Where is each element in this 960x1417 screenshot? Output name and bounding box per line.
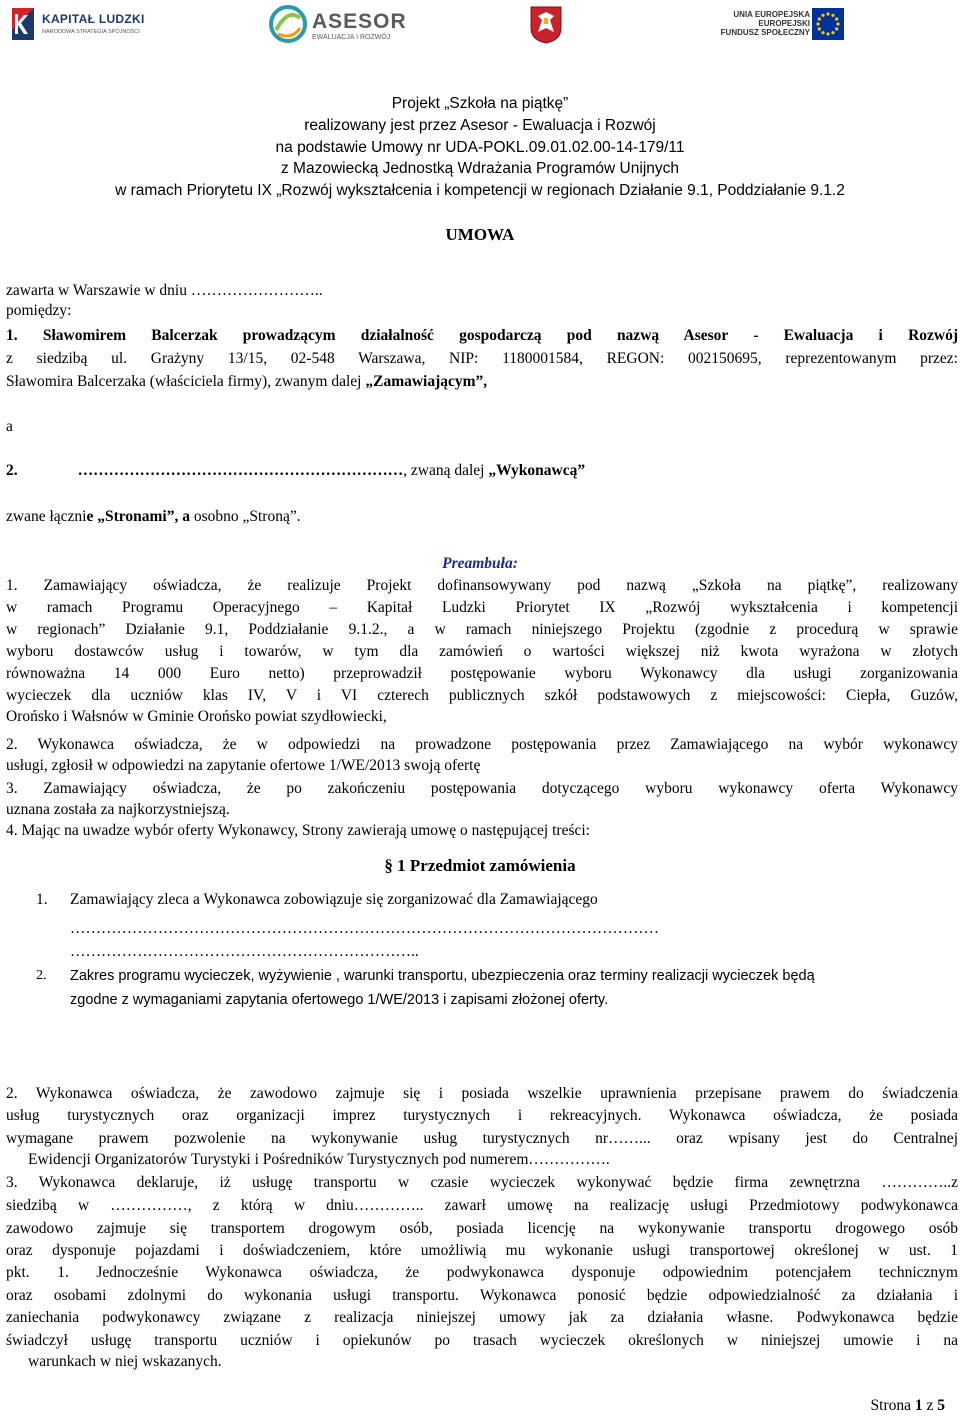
clause-3-line-9: warunkach w niej wskazanych. xyxy=(28,1353,222,1370)
kapital-ludzki-sub: NARODOWA STRATEGIA SPÓJNOŚCI xyxy=(42,29,140,35)
gmina-crest-logo xyxy=(530,6,562,44)
preamble-1-line-2: w ramach Programu Operacyjnego – Kapitał Ludzki Priorytet IX „Rozwój wykształcenia i kompetencji xyxy=(6,599,958,616)
preamble-1-line-5: równoważna 14 000 Euro netto) przeprowadził postępowanie wyboru Wykonawcy dla usługi zorganizowania xyxy=(6,665,958,682)
party-2-number: 2. xyxy=(6,462,18,479)
section-1-item-2-line-1: Zakres programu wycieczek, wyżywienie , warunki transportu, ubezpieczenia oraz terminy realizacji wycieczek będą xyxy=(70,968,815,984)
eu-flag-icon xyxy=(812,8,844,40)
section-1-item-1-blank-2: ………………………………………………………….. xyxy=(70,943,419,960)
clause-2-line-2: usług turystycznych oraz organizacji imprez turystycznych i rekreacyjnych. Wykonawca oświadcza, że posiada xyxy=(6,1107,958,1124)
asesor-logo xyxy=(268,4,408,48)
page-of: z xyxy=(922,1397,938,1414)
clause-2-line-1: 2. Wykonawca oświadcza, że zawodowo zajmuje się i posiada wszelkie uprawnienia przepisane prawem do świadczenia xyxy=(6,1085,958,1102)
ue-text xyxy=(700,10,810,37)
between-label: pomiędzy: xyxy=(6,302,72,319)
crest-shield-icon xyxy=(530,6,562,44)
clause-2-line-3: wymagane prawem pozwolenie na wykonywanie usług turystycznych nr……... oraz wpisany jest do Centralnej xyxy=(6,1130,958,1147)
preamble-1-line-6: wycieczek dla uczniów klas IV, V i VI czterech publicznych szkół podstawowych z miejscowości: Ciepła, Guzów, xyxy=(6,687,958,704)
clause-3-line-5: pkt. 1. Jednocześnie Wykonawca oświadcza, że podwykonawca dysponuje odpowiednim potencjałem technicznym xyxy=(6,1264,958,1281)
preamble-4: 4. Mając na uwadze wybór oferty Wykonawcy, Strony zawierają umowę o następującej treści: xyxy=(6,822,590,839)
party-2-line xyxy=(6,462,585,480)
ue-line-1: UNIA EUROPEJSKA xyxy=(733,10,810,19)
party-2-text: , zwaną dalej xyxy=(403,462,489,479)
preamble-title: Preambuła: xyxy=(442,555,518,572)
and-label: a xyxy=(6,418,13,435)
page-label: Strona xyxy=(870,1397,915,1414)
clause-3-line-3: zawodowo zajmuje się transportem drogowym osób, posiada licencję na wykonywanie transportu drogowego osób xyxy=(6,1220,958,1237)
clause-2-line-4: Ewidencji Organizatorów Turystyki i Pośredników Turystycznych pod numerem……………. xyxy=(28,1151,610,1168)
parties-together-line xyxy=(6,508,301,526)
header-line-5: w ramach Priorytetu IX „Rozwój wykształcenia i kompetencji w regionach Działanie 9.1, Poddziałanie 9.1.2 xyxy=(115,182,845,199)
section-1-title: § 1 Przedmiot zamówienia xyxy=(384,856,576,875)
preamble-1-line-7: Orońsko i Wałsnów w Gminie Orońsko powiat szydłowiecki, xyxy=(6,708,387,725)
party-1-name: 1. Sławomirem Balcerzak prowadzącym działalność gospodarczą pod nazwą Asesor - Ewaluacja i Rozwój xyxy=(6,327,958,344)
ue-line-3: FUNDUSZ SPOŁECZNY xyxy=(720,28,810,37)
preamble-3-line-2: uznana została za najkorzystniejszą. xyxy=(6,801,230,818)
header-line-1: Projekt „Szkoła na piątkę” xyxy=(391,95,569,112)
asesor-name: ASESOR xyxy=(312,10,407,33)
header-line-2: realizowany jest przez Asesor - Ewaluacja i Rozwój xyxy=(304,117,656,134)
total-pages: 5 xyxy=(937,1397,945,1414)
document-title: UMOWA xyxy=(445,225,515,244)
parties-together-alias: e „Stronami”, a xyxy=(86,508,190,525)
preamble-2-line-1: 2. Wykonawca oświadcza, że w odpowiedzi na prowadzone postępowania przez Zamawiającego na wybór wykonawcy xyxy=(6,736,958,753)
clause-3-line-7: zaniechania podwykonawcy związane z realizacja niniejszej umowy jak za działania własne. Podwykonawca będzie xyxy=(6,1309,958,1326)
section-1-item-2-line-2: zgodne z wymaganiami zapytania ofertowego 1/WE/2013 i zapisami złożonej oferty. xyxy=(70,992,609,1008)
ue-logo xyxy=(700,4,845,48)
kapital-ludzki-logo xyxy=(12,4,145,48)
preamble-1-line-3: w regionach” Działanie 9.1, Poddziałanie 9.1.2., a w ramach niniejszego Projektu (zgodnie z procedurą w sprawie xyxy=(6,621,958,638)
ue-line-2: EUROPEJSKI xyxy=(758,19,810,28)
section-1-item-1-text: Zamawiający zleca a Wykonawca zobowiązuje się zorganizować dla Zamawiającego xyxy=(70,891,598,908)
kapital-ludzki-name: KAPITAŁ LUDZKI xyxy=(42,12,145,26)
contract-date-line: zawarta w Warszawie w dniu …………………….. xyxy=(6,282,323,299)
section-1-item-2-number: 2. xyxy=(36,968,47,983)
parties-together-pre: zwane łączni xyxy=(6,508,87,525)
party-2-alias: „Wykonawcą” xyxy=(488,462,586,479)
page-number xyxy=(871,1397,945,1415)
section-1-item-1-number: 1. xyxy=(36,891,48,908)
logo-bar xyxy=(0,0,960,52)
header-line-3: na podstawie Umowy nr UDA-POKL.09.01.02.00-14-179/11 xyxy=(275,139,685,156)
preamble-2-line-2: usługi, zgłosił w odpowiedzi na zapytanie ofertowe 1/WE/2013 swoją ofertę xyxy=(6,757,481,774)
clause-3-line-6: oraz osobami zdolnymi do wykonania usługi transportu. Wykonawca ponosić będzie odpowiedzialność za działania i xyxy=(6,1287,958,1304)
kapital-ludzki-flag-icon xyxy=(12,8,34,40)
party-1-alias: „Zamawiającym”, xyxy=(365,373,488,390)
asesor-sub: EWALUACJA I ROZWÓJ xyxy=(312,34,391,41)
current-page: 1 xyxy=(914,1397,923,1414)
clause-3-line-8: świadczył usługę transportu uczniów i opiekunów po trasach wycieczek określonych w niniejszej umowie i na xyxy=(6,1332,958,1349)
clause-3-line-2: siedzibą w ……………, z którą w dniu………….. zawarł umowę na realizację usługi Przedmiotowy podwykonawca xyxy=(6,1197,958,1214)
clause-3-line-4: oraz dysponuje pojazdami i doświadczeniem, które umożliwią mu wykonanie usługi transportowej określonej w ust. 1 xyxy=(6,1242,958,1259)
preamble-1-line-4: wyboru dostawców usług i towarów, w tym dla zamówień o wartości większej niż kwota wyrażona w złotych xyxy=(6,643,958,660)
party-1-representative-text: Sławomira Balcerzaka (właściciela firmy), zwanym dalej xyxy=(6,373,366,390)
parties-together-post: osobno „Stroną”. xyxy=(189,508,301,525)
preamble-3-line-1: 3. Zamawiający oświadcza, że po zakończeniu postępowania dotyczącego wyboru wykonawcy oferta Wykonawcy xyxy=(6,780,958,797)
party-1-address: z siedzibą ul. Grażyny 13/15, 02-548 Warszawa, NIP: 1180001584, REGON: 002150695, reprezentowanym przez: xyxy=(6,350,958,367)
asesor-swirl-icon xyxy=(268,4,308,44)
party-1-representative xyxy=(6,373,487,391)
section-1-item-1-blank-1: …………………………………………………………………………………………………… xyxy=(70,920,659,937)
party-2-blank: ……………………………………………………… xyxy=(77,462,404,479)
header-line-4: z Mazowiecką Jednostką Wdrażania Programów Unijnych xyxy=(281,160,679,177)
preamble-1-line-1: 1. Zamawiający oświadcza, że realizuje Projekt dofinansowywany pod nazwą „Szkoła na piątkę”, realizowany xyxy=(6,577,958,594)
clause-3-line-1: 3. Wykonawca deklaruje, iż usługę transportu w czasie wycieczek wykonywać będzie firma zewnętrzna …………..z xyxy=(6,1174,958,1191)
